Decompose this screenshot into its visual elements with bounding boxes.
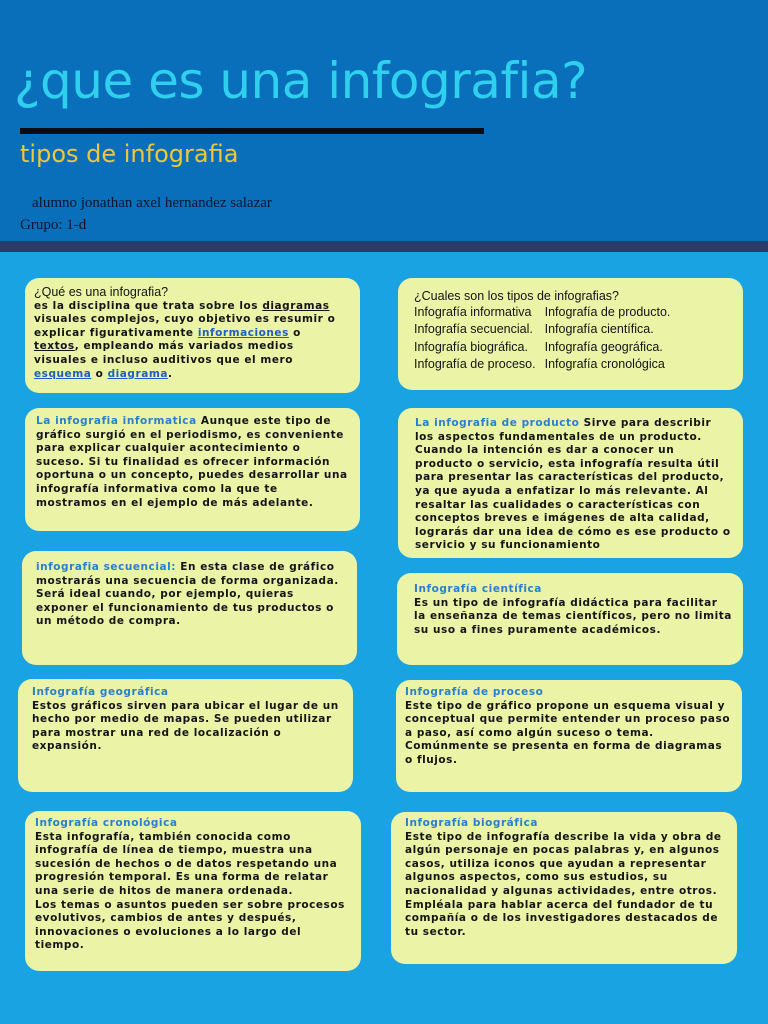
biografica-text: Este tipo de infografía describe la vida y obra de algún personaje en pocas palabras y, en algunos casos, utiliza iconos que ayudan a representar algunos aspectos, como sus estudios, su nacionalidad y algunas actividades, entre otros. Empléala para hablar acerca del fundador de tu compañía o de los investigadores destacados de tu sector. [405, 830, 722, 938]
card-biografica [391, 812, 737, 964]
link-textos[interactable]: textos [34, 340, 75, 353]
link-esquema[interactable]: esquema [34, 367, 92, 380]
what-is-definition: es la disciplina que trata sobre los diagramas visuales complejos, cuyo objetivo es resumir o explicar figurativamente informaciones o textos, empleando más variados medios visuales e incluso auditivos que el mero esquema o diagrama. [34, 299, 336, 380]
producto-label: La infografia de producto [415, 417, 580, 429]
card-types-list [398, 278, 743, 390]
page-title: ¿que es una infografia? [14, 52, 588, 110]
proceso-label: Infografía de proceso [405, 686, 544, 698]
type-item: Infografía geográfica. [544, 339, 663, 354]
types-question: ¿Cuales son los tipos de infografias? [414, 289, 619, 303]
header-banner [0, 0, 768, 241]
card-cronologica [25, 811, 361, 971]
type-item: Infografía de proceso. [414, 357, 536, 372]
biografica-label: Infografía biográfica [405, 817, 538, 829]
proceso-text: Este tipo de gráfico propone un esquema visual y conceptual que permite entender un proceso paso a paso, así como algún suceso o tema. Comúnmente se presenta en forma de diagramas o flujos. [405, 699, 731, 766]
cronologica-text-1: Esta infografía, también conocida como infografía de línea de tiempo, muestra una sucesión de hechos o de datos respetando una progresión temporal. Es una forma de relatar una serie de hitos de manera ordenada. [35, 830, 338, 897]
card-geografica [18, 679, 353, 792]
link-diagrama[interactable]: diagrama [107, 367, 168, 380]
secuencial-label: infografia secuencial: [36, 561, 177, 573]
card-proceso [396, 680, 742, 792]
type-item: Infografía de producto. [544, 304, 671, 319]
type-item: Infografía informativa [414, 304, 532, 319]
link-informaciones[interactable]: informaciones [197, 326, 289, 339]
group-label: Grupo: 1-d [20, 217, 87, 233]
card-cientifica [397, 573, 743, 665]
type-item: Infografía cronológica [544, 357, 665, 372]
cientifica-text: Es un tipo de infografía didáctica para facilitar la enseñanza de temas científicos, pero no limita su uso a fines puramente académicos. [414, 596, 732, 636]
type-item: Infografía científica. [544, 322, 654, 337]
card-producto [398, 408, 743, 558]
title-underline [20, 128, 484, 134]
student-name: alumno jonathan axel hernandez salazar [32, 195, 272, 211]
secuencial-text: infografia secuencial: En esta clase de gráfico mostrarás una secuencia de forma organizada. Será ideal cuando, por ejemplo, quieras exponer el funcionamiento de tus productos o un método de compra. [36, 561, 339, 628]
what-is-question: ¿Qué es una infografia? [34, 285, 169, 299]
link-diagramas[interactable]: diagramas [262, 299, 330, 312]
type-item: Infografía biográfica. [414, 339, 528, 354]
type-item: Infografía secuencial. [414, 322, 533, 337]
geografica-label: Infografía geográfica [32, 686, 169, 698]
page-subtitle: tipos de infografia [20, 140, 239, 168]
producto-text: La infografia de producto Sirve para describir los aspectos fundamentales de un producto. Cuando la intención es dar a conocer un producto o servicio, esta infografía resulta útil para presentar las características del producto, ya que ayuda a enfatizar lo más relevante. Al resaltar las cualidades o características con conceptos breves e imágenes de alta calidad, lograrás dar una idea de cómo es ese producto o servicio y su funcionamiento [415, 417, 731, 552]
cronologica-text-2: Los temas o asuntos pueden ser sobre procesos evolutivos, cambios de antes y después, innovaciones o evoluciones a lo largo del tiempo. [35, 898, 345, 952]
header-divider-band [0, 241, 768, 252]
informativa-text: La infografia informatica Aunque este tipo de gráfico surgió en el periodismo, es conveniente para explicar cualquier acontecimiento o suceso. Si tu finalidad es ofrecer información oportuna o un concepto, puedes desarrollar una infografía informativa como la que te mostramos en el ejemplo de más adelante. [36, 415, 348, 509]
geografica-text: Estos gráficos sirven para ubicar el lugar de un hecho por medio de mapas. Se pueden utilizar para mostrar una red de localización o expansión. [32, 699, 339, 753]
card-secuencial [22, 551, 357, 665]
informativa-label: La infografia informatica [36, 415, 197, 427]
types-table [414, 304, 733, 374]
card-informativa [25, 408, 360, 531]
card-what-is [25, 278, 360, 393]
cientifica-label: Infografía científica [414, 583, 542, 595]
cronologica-label: Infografía cronológica [35, 817, 178, 829]
